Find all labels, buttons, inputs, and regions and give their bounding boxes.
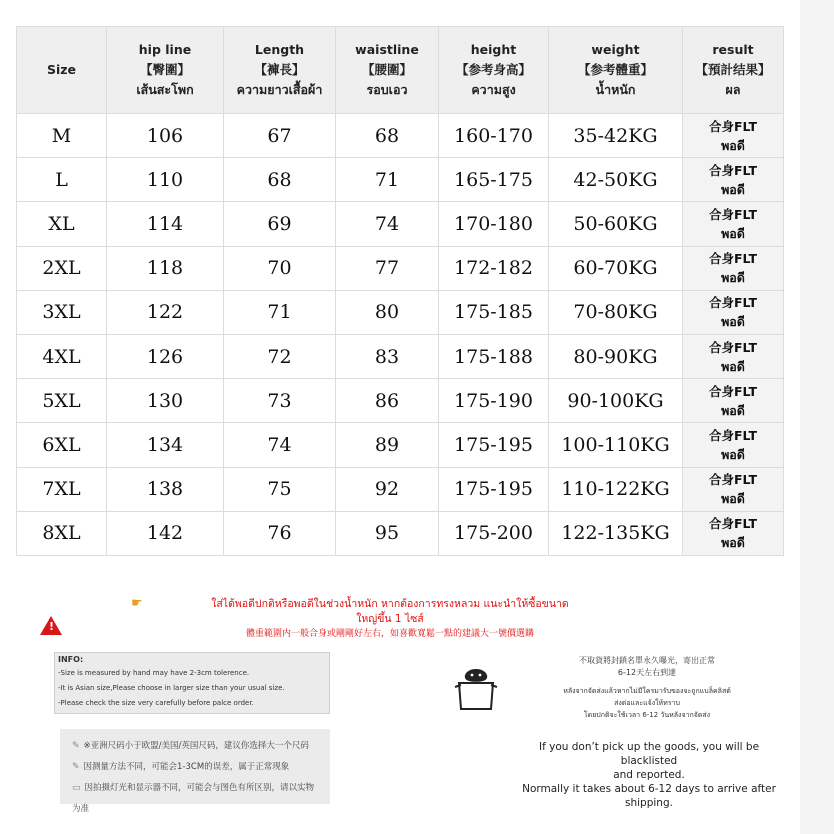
result-cn: 合身FLT	[709, 516, 757, 532]
result-cn: 合身FLT	[709, 339, 757, 355]
header-weight-cn: 【参考體重】	[577, 62, 653, 77]
table-row	[17, 290, 784, 334]
cell-weight: 80-90KG	[549, 334, 683, 378]
header-weight-th: น้ำหนัก	[595, 82, 636, 97]
cell-result	[683, 334, 784, 378]
cell-height: 165-175	[439, 158, 549, 202]
result-th: พอดี	[721, 270, 745, 286]
pointing-hand-icon: ☛	[131, 596, 143, 611]
result-th: พอดี	[721, 137, 745, 153]
cell-waist: 71	[336, 158, 439, 202]
chinese-notes-box	[60, 729, 330, 814]
cell-waist: 74	[336, 202, 439, 246]
cn-note	[72, 757, 318, 778]
result-cn: 合身FLT	[709, 162, 757, 178]
cell-waist: 83	[336, 334, 439, 378]
info-title: INFO:	[58, 655, 84, 664]
cell-result	[683, 290, 784, 334]
result-cn: 合身FLT	[709, 251, 757, 267]
info-box	[54, 652, 330, 714]
right-scroll-margin	[800, 0, 834, 834]
cell-length: 75	[224, 467, 336, 511]
cell-result	[683, 158, 784, 202]
cell-result	[683, 379, 784, 423]
table-header-row	[17, 27, 784, 114]
english-pickup-note	[510, 740, 788, 810]
fit-notice-thai-1: ใส่ได้พอดีปกติหรือพอดีในช่วงน้ำหนัก หากต้องการทรงหลวม แนะนำให้ซื้อขนาด	[211, 598, 569, 610]
cell-height: 172-182	[439, 246, 549, 290]
cell-height: 175-190	[439, 379, 549, 423]
header-weight-en: weight	[591, 42, 640, 57]
header-length-cn: 【褲長】	[254, 62, 305, 77]
english-note-3: Normally it takes about 6-12 days to arrive after	[522, 783, 776, 795]
warning-triangle-icon: !	[40, 616, 62, 635]
cell-weight: 122-135KG	[549, 511, 683, 555]
cell-length: 68	[224, 158, 336, 202]
cell-length: 71	[224, 290, 336, 334]
info-line: -Please check the size very carefully before palce order.	[58, 699, 254, 707]
cell-hip: 122	[107, 290, 224, 334]
cell-height: 160-170	[439, 114, 549, 158]
cell-result	[683, 467, 784, 511]
header-result-th: ผล	[725, 82, 741, 97]
result-th: พอดี	[721, 358, 745, 374]
cell-length: 73	[224, 379, 336, 423]
result-cn: 合身FLT	[709, 383, 757, 399]
table-row	[17, 467, 784, 511]
result-th: พอดี	[721, 446, 745, 462]
fit-notice-thai-2: ใหญ่ขึ้น 1 ไซส์	[356, 613, 424, 625]
cell-hip: 134	[107, 423, 224, 467]
cell-height: 175-195	[439, 467, 549, 511]
cn-note	[72, 778, 318, 820]
result-cn: 合身FLT	[709, 427, 757, 443]
info-line: -Size is measured by hand may have 2-3cm tolerence.	[58, 669, 250, 677]
cell-height: 175-188	[439, 334, 549, 378]
cell-height: 175-200	[439, 511, 549, 555]
cell-weight: 35-42KG	[549, 114, 683, 158]
cell-weight: 70-80KG	[549, 290, 683, 334]
cell-length: 69	[224, 202, 336, 246]
cell-waist: 77	[336, 246, 439, 290]
cell-result	[683, 423, 784, 467]
pickup-th-1: หลังจากจัดส่งแล้วหากไม่มีใครมารับของจะถูกแบล็คลิสต์	[563, 687, 731, 695]
table-row	[17, 246, 784, 290]
cell-size: XL	[17, 202, 107, 246]
cell-weight: 110-122KG	[549, 467, 683, 511]
cell-size: 2XL	[17, 246, 107, 290]
result-th: พอดี	[721, 314, 745, 330]
header-height-th: ความสูง	[471, 82, 516, 97]
cell-size: 7XL	[17, 467, 107, 511]
cell-waist: 86	[336, 379, 439, 423]
cn-note-text: 因拍摄灯光和显示器不同，可能会与图色有所区别，请以实物为准	[72, 783, 315, 814]
cell-length: 74	[224, 423, 336, 467]
header-hip-th: เส้นสะโพก	[136, 82, 194, 97]
cell-weight: 42-50KG	[549, 158, 683, 202]
result-cn: 合身FLT	[709, 118, 757, 134]
cell-result	[683, 202, 784, 246]
cell-length: 70	[224, 246, 336, 290]
pencil-icon: ✎	[72, 741, 80, 751]
cell-size: 4XL	[17, 334, 107, 378]
pencil-icon: ✎	[72, 762, 80, 772]
cell-waist: 95	[336, 511, 439, 555]
header-height-en: height	[470, 42, 517, 57]
pickup-cn-1: 不取貨將封鎖名單永久曝光，寄出正常	[579, 656, 715, 665]
result-cn: 合身FLT	[709, 206, 757, 222]
notes-section	[0, 585, 800, 834]
cell-hip: 130	[107, 379, 224, 423]
cell-waist: 92	[336, 467, 439, 511]
size-chart-table	[16, 26, 784, 556]
english-note-4: shipping.	[625, 797, 673, 809]
cell-size: L	[17, 158, 107, 202]
cell-hip: 126	[107, 334, 224, 378]
cell-waist: 89	[336, 423, 439, 467]
english-note-2: and reported.	[613, 769, 685, 781]
fit-notice	[130, 597, 650, 642]
cell-size: 3XL	[17, 290, 107, 334]
cell-size: 5XL	[17, 379, 107, 423]
table-row	[17, 379, 784, 423]
table-row	[17, 114, 784, 158]
cn-note-text: ※亚洲尺码小于欧盟/美国/英国尺码，建议你选择大一个尺码	[83, 741, 309, 751]
pickup-th-2: ส่งต่อและแจ้งให้ทราบ	[614, 699, 680, 707]
english-note-1: If you don’t pick up the goods, you will be blacklisted	[538, 741, 760, 767]
cn-note-text: 因测量方法不同，可能会1-3CM的误差，属于正常现象	[83, 762, 290, 772]
cell-result	[683, 511, 784, 555]
header-height	[439, 27, 549, 114]
cell-size: 6XL	[17, 423, 107, 467]
cell-length: 72	[224, 334, 336, 378]
cell-waist: 80	[336, 290, 439, 334]
cell-hip: 110	[107, 158, 224, 202]
cell-weight: 90-100KG	[549, 379, 683, 423]
header-hip-cn: 【臀圍】	[139, 62, 190, 77]
header-size	[17, 27, 107, 114]
pickup-notice	[512, 655, 782, 721]
table-row	[17, 158, 784, 202]
result-th: พอดี	[721, 402, 745, 418]
header-hip-en: hip line	[138, 42, 192, 57]
header-hip	[107, 27, 224, 114]
pumpkin-box-logo-icon	[453, 665, 499, 713]
cell-weight: 50-60KG	[549, 202, 683, 246]
cell-size: M	[17, 114, 107, 158]
cell-result	[683, 246, 784, 290]
cell-height: 175-185	[439, 290, 549, 334]
header-length	[224, 27, 336, 114]
pickup-th-3: โดยปกติจะใช้เวลา 6-12 วันหลังจากจัดส่ง	[583, 711, 711, 719]
header-height-cn: 【参考身高】	[455, 62, 531, 77]
cell-weight: 60-70KG	[549, 246, 683, 290]
table-row	[17, 423, 784, 467]
result-cn: 合身FLT	[709, 472, 757, 488]
header-size-label: Size	[46, 62, 77, 77]
result-th: พอดี	[721, 535, 745, 551]
result-cn: 合身FLT	[709, 295, 757, 311]
cell-result	[683, 114, 784, 158]
cell-hip: 138	[107, 467, 224, 511]
header-weight	[549, 27, 683, 114]
header-result-en: result	[712, 42, 754, 57]
result-th: พอดี	[721, 491, 745, 507]
header-waist	[336, 27, 439, 114]
header-waist-en: waistline	[355, 42, 419, 57]
cn-note	[72, 736, 318, 757]
header-result-cn: 【預計结果】	[695, 62, 771, 77]
header-waist-cn: 【腰圍】	[361, 62, 412, 77]
info-line: -It is Asian size,Please choose in larger size than your usual size.	[58, 684, 285, 692]
cell-weight: 100-110KG	[549, 423, 683, 467]
table-row	[17, 511, 784, 555]
cell-height: 170-180	[439, 202, 549, 246]
cell-size: 8XL	[17, 511, 107, 555]
cell-hip: 142	[107, 511, 224, 555]
monitor-icon: ▭	[72, 783, 81, 793]
result-th: พอดี	[721, 225, 745, 241]
cell-height: 175-195	[439, 423, 549, 467]
header-length-th: ความยาวเสื้อผ้า	[236, 82, 323, 97]
cell-length: 67	[224, 114, 336, 158]
table-row	[17, 202, 784, 246]
result-th: พอดี	[721, 181, 745, 197]
fit-notice-cn: 體重範圍内一般合身或剛剛好左右，如喜歡寬鬆一點的建議大一號價選購	[245, 629, 534, 639]
cell-waist: 68	[336, 114, 439, 158]
pickup-cn-2: 6-12天左右到達	[617, 668, 677, 677]
header-result	[683, 27, 784, 114]
cell-hip: 114	[107, 202, 224, 246]
cell-hip: 118	[107, 246, 224, 290]
header-length-en: Length	[254, 42, 305, 57]
table-row	[17, 334, 784, 378]
cell-length: 76	[224, 511, 336, 555]
cell-hip: 106	[107, 114, 224, 158]
header-waist-th: รอบเอว	[366, 82, 408, 97]
